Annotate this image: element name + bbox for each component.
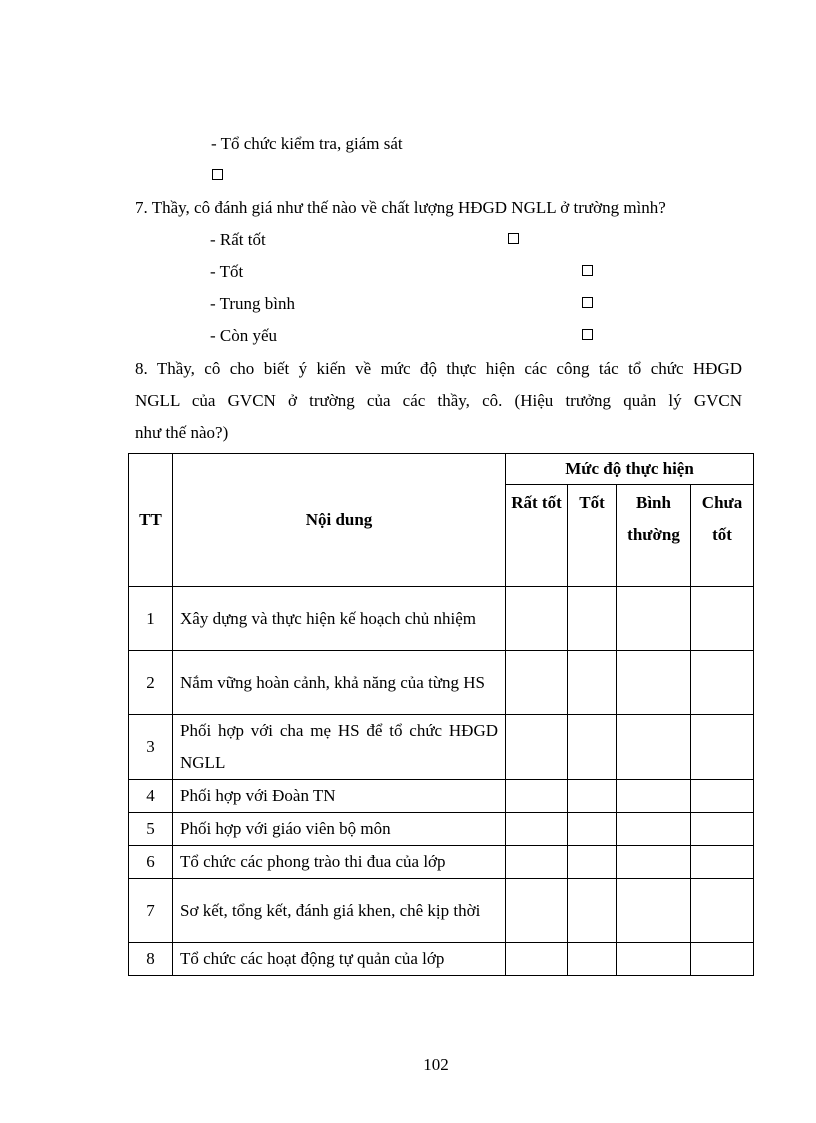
question-8-line-2: NGLL của GVCN ở trường của các thầy, cô. (Hiệu trưởng quản lý GVCN: [135, 391, 742, 410]
rating-cell[interactable]: [691, 879, 754, 943]
row-number: 4: [129, 780, 173, 813]
q7-option-2-checkbox[interactable]: [582, 265, 593, 276]
rating-cell[interactable]: [568, 943, 617, 976]
q7-option-4-label: - Còn yếu: [210, 326, 278, 345]
rating-cell[interactable]: [617, 651, 691, 715]
rating-cell[interactable]: [617, 715, 691, 780]
row-content: Xây dựng và thực hiện kế hoạch chủ nhiệm: [173, 587, 506, 651]
rating-cell[interactable]: [617, 587, 691, 651]
header-level: Mức độ thực hiện: [506, 454, 754, 485]
rating-cell[interactable]: [691, 813, 754, 846]
row-content: Sơ kết, tổng kết, đánh giá khen, chê kịp thời: [173, 879, 506, 943]
rating-cell[interactable]: [691, 651, 754, 715]
table-row: [129, 846, 754, 879]
row-number: 3: [129, 715, 173, 780]
row-number: 2: [129, 651, 173, 715]
rating-cell[interactable]: [506, 813, 568, 846]
table-row: [129, 879, 754, 943]
rating-cell[interactable]: [691, 780, 754, 813]
header-tt: TT: [129, 454, 173, 587]
rating-cell[interactable]: [568, 587, 617, 651]
rating-cell[interactable]: [568, 715, 617, 780]
row-content: Tổ chức các hoạt động tự quản của lớp: [173, 943, 506, 976]
question-8-line-1: 8. Thầy, cô cho biết ý kiến về mức độ thực hiện các công tác tổ chức HĐGD: [135, 359, 742, 378]
rating-cell[interactable]: [568, 651, 617, 715]
rating-cell[interactable]: [617, 879, 691, 943]
row-number: 1: [129, 587, 173, 651]
rating-cell[interactable]: [506, 846, 568, 879]
row-content: Phối hợp với Đoàn TN: [173, 780, 506, 813]
header-level-average: Bình thường: [617, 485, 691, 587]
q7-option-2-label: - Tốt: [210, 262, 244, 281]
rating-cell[interactable]: [568, 780, 617, 813]
row-number: 8: [129, 943, 173, 976]
header-level-very-good: Rất tốt: [506, 485, 568, 587]
rating-cell[interactable]: [506, 943, 568, 976]
rating-cell[interactable]: [617, 846, 691, 879]
question-7-text: 7. Thầy, cô đánh giá như thế nào về chất lượng HĐGD NGLL ở trường mình?: [135, 198, 666, 217]
table-row: [129, 587, 754, 651]
rating-cell[interactable]: [568, 879, 617, 943]
rating-cell[interactable]: [568, 846, 617, 879]
row-content: Tổ chức các phong trào thi đua của lớp: [173, 846, 506, 879]
checkbox-top-item[interactable]: [212, 169, 223, 180]
q7-option-3-checkbox[interactable]: [582, 297, 593, 308]
row-number: 7: [129, 879, 173, 943]
q7-option-3-label: - Trung bình: [210, 294, 296, 313]
table-row: [129, 651, 754, 715]
table-row: [129, 813, 754, 846]
page-number: 102: [423, 1055, 449, 1074]
rating-cell[interactable]: [691, 943, 754, 976]
row-content: Phối hợp với cha mẹ HS để tổ chức HĐGD NGLL: [173, 715, 506, 780]
row-content: Phối hợp với giáo viên bộ môn: [173, 813, 506, 846]
table-row: [129, 715, 754, 780]
rating-cell[interactable]: [617, 780, 691, 813]
rating-cell[interactable]: [506, 587, 568, 651]
row-number: 6: [129, 846, 173, 879]
q7-option-1-checkbox[interactable]: [508, 233, 519, 244]
rating-cell[interactable]: [691, 587, 754, 651]
rating-cell[interactable]: [617, 943, 691, 976]
survey-table: [128, 453, 754, 976]
rating-cell[interactable]: [568, 813, 617, 846]
q7-option-1-label: - Rất tốt: [210, 230, 266, 249]
rating-cell[interactable]: [506, 780, 568, 813]
rating-cell[interactable]: [506, 651, 568, 715]
q7-option-4-checkbox[interactable]: [582, 329, 593, 340]
rating-cell[interactable]: [506, 879, 568, 943]
rating-cell[interactable]: [617, 813, 691, 846]
header-level-good: Tốt: [568, 485, 617, 587]
header-level-not-good: Chưa tốt: [691, 485, 754, 587]
header-content: Nội dung: [173, 454, 506, 587]
table-row: [129, 780, 754, 813]
rating-cell[interactable]: [506, 715, 568, 780]
row-content: Nắm vững hoàn cảnh, khả năng của từng HS: [173, 651, 506, 715]
row-number: 5: [129, 813, 173, 846]
top-item-label: - Tổ chức kiểm tra, giám sát: [211, 134, 403, 153]
rating-cell[interactable]: [691, 846, 754, 879]
rating-cell[interactable]: [691, 715, 754, 780]
question-8-line-3: như thế nào?): [135, 423, 229, 442]
table-row: [129, 943, 754, 976]
